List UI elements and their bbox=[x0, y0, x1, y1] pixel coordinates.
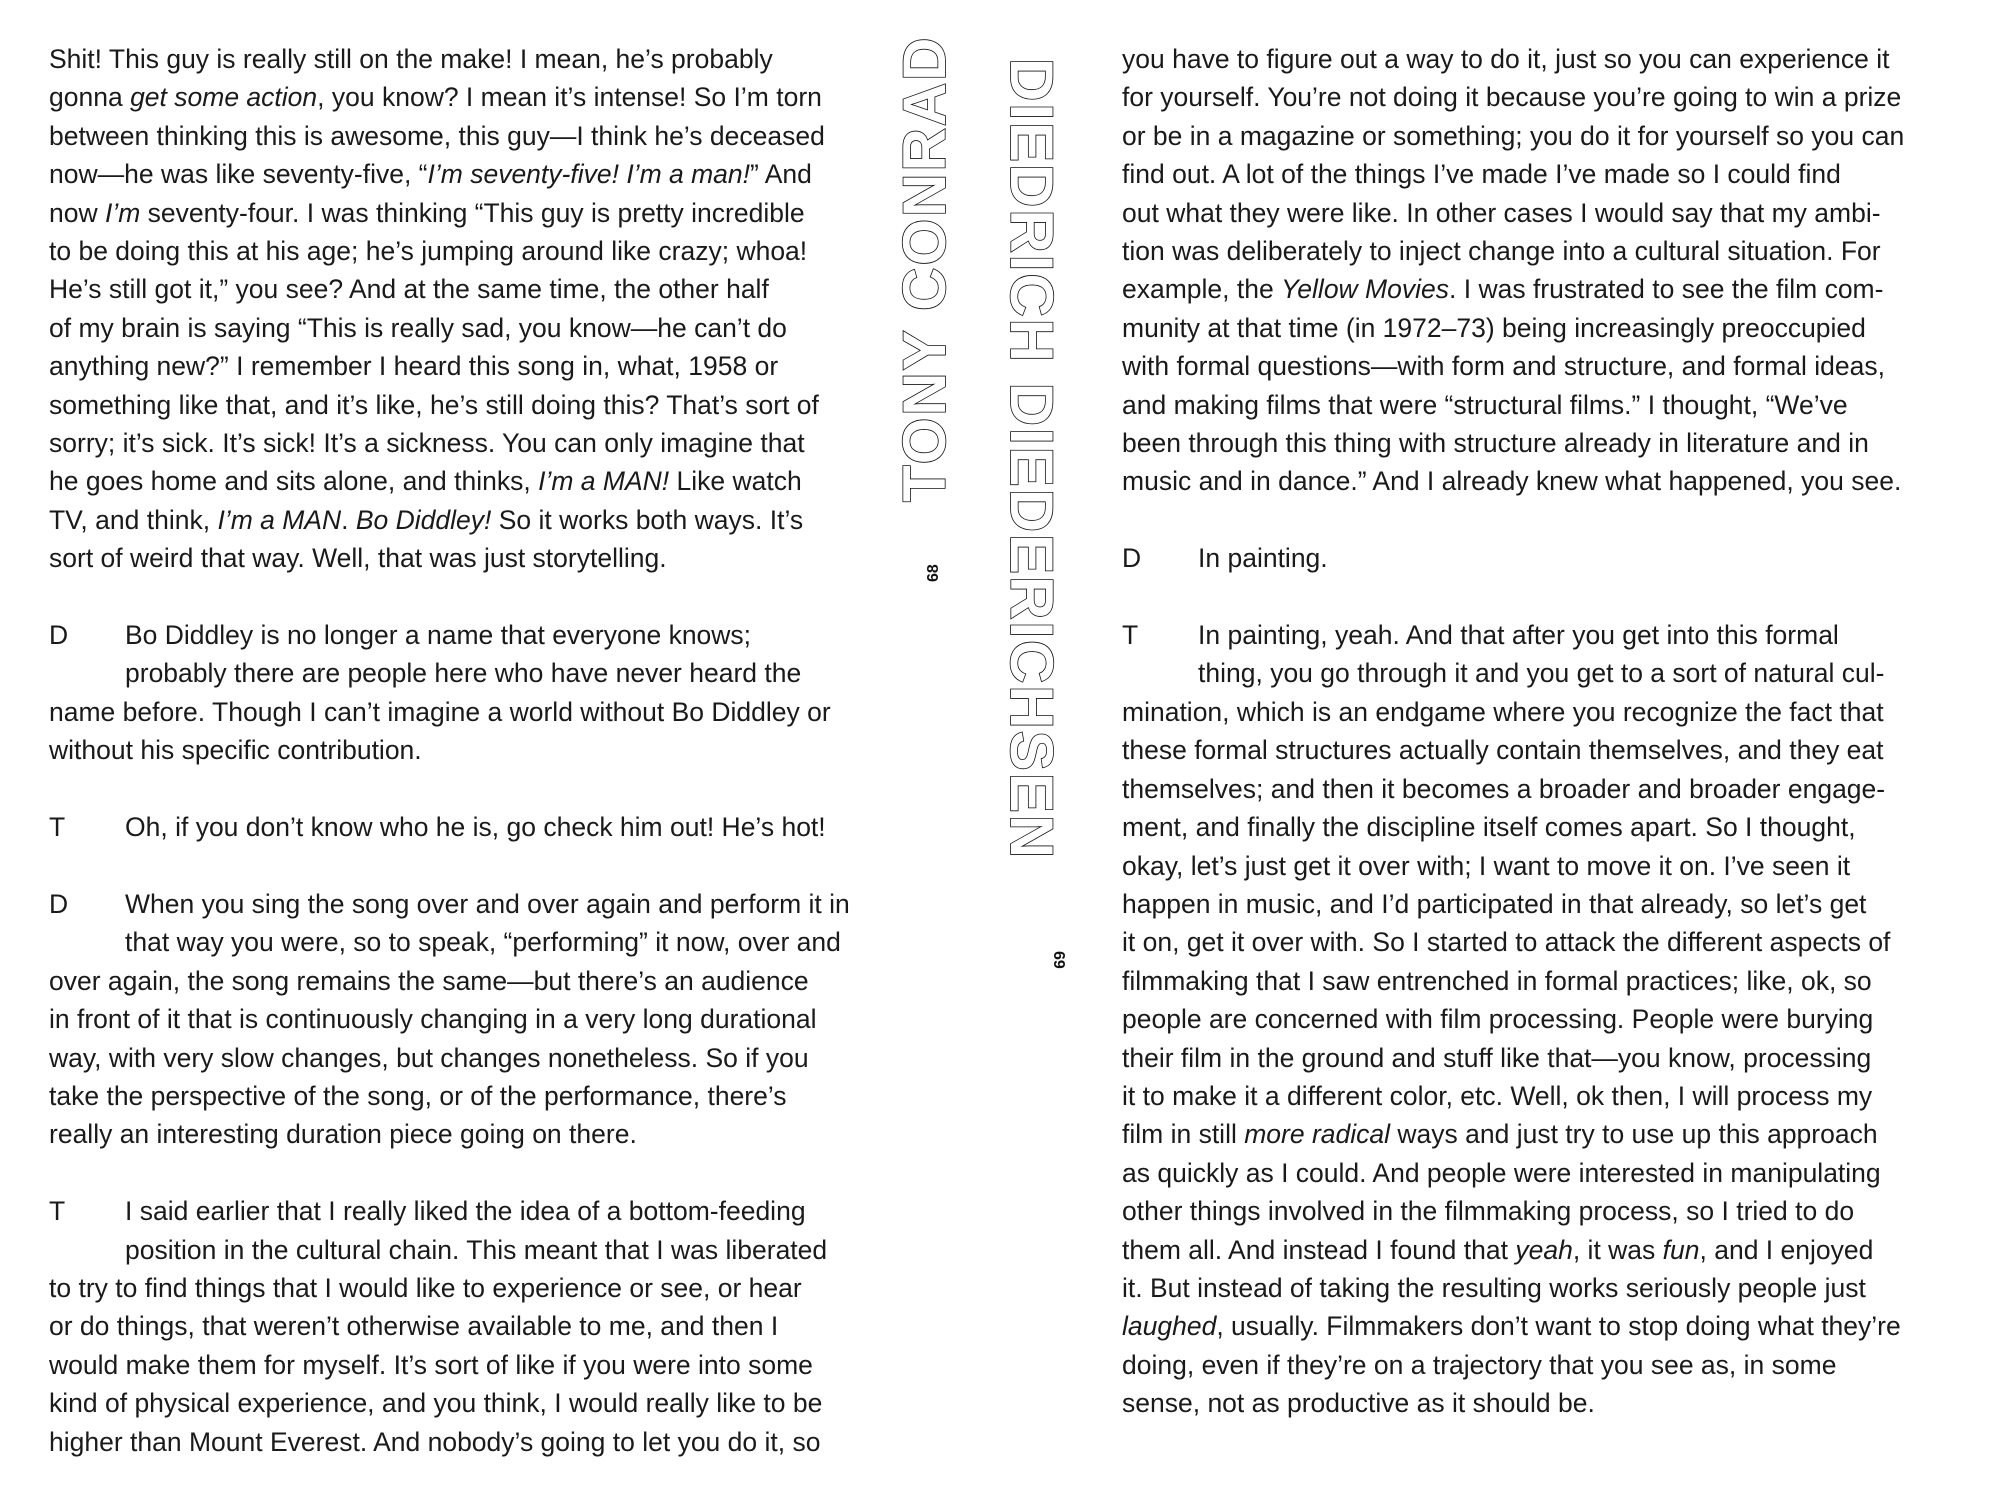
text-line: it to make it a different color, etc. Well, ok then, I will process my bbox=[1122, 1080, 1873, 1111]
text-line: seventy-four. I was thinking “This guy is pretty incredible bbox=[140, 197, 805, 228]
turn-first-line: In painting, yeah. And that after you get into this formal bbox=[1198, 620, 1839, 651]
text-line: been through this thing with structure already in literature and in bbox=[1122, 428, 1869, 459]
text-line: themselves; and then it becomes a broader and broader engage- bbox=[1122, 773, 1886, 804]
text-line: He’s still got it,” you see? And at the same time, the other half bbox=[49, 274, 769, 305]
italic-text: laughed bbox=[1122, 1311, 1217, 1342]
text-line: tion was deliberately to inject change into a cultural situation. For bbox=[1122, 236, 1881, 267]
text-line: without his specific contribution. bbox=[49, 735, 422, 766]
dialogue-turn-d-3 bbox=[1122, 539, 1982, 577]
text-line: over again, the song remains the same—but there’s an audience bbox=[49, 965, 809, 996]
text-line: and making films that were “structural films.” I thought, “We’ve bbox=[1122, 389, 1848, 420]
text-line: of my brain is saying “This is really sad, you know—he can’t do bbox=[49, 312, 787, 343]
text-line: now—he was like seventy-five, “ bbox=[49, 159, 428, 190]
text-line: . bbox=[341, 504, 356, 535]
text-line: . I was frustrated to see the film com- bbox=[1449, 274, 1884, 305]
text-line: he goes home and sits alone, and thinks, bbox=[49, 466, 539, 497]
text-line: it. But instead of taking the resulting works seriously people just bbox=[1122, 1272, 1866, 1303]
turn-first-line: When you sing the song over and over again and perform it in bbox=[125, 888, 850, 919]
text-line: sort of weird that way. Well, that was just storytelling. bbox=[49, 543, 667, 574]
text-run: , usually. Filmmakers don’t want to stop doing what they’re bbox=[1216, 1311, 1901, 1342]
text-line: ment, and finally the discipline itself comes apart. So I thought, bbox=[1122, 812, 1856, 843]
text-line: or do things, that weren’t otherwise available to me, and then I bbox=[49, 1311, 779, 1342]
text-line: really an interesting duration piece going on there. bbox=[49, 1119, 637, 1150]
text-line: take the perspective of the song, or of the performance, there’s bbox=[49, 1080, 787, 1111]
dialogue-turn-t-3 bbox=[1122, 616, 1982, 1423]
text-line: So it works both ways. It’s bbox=[491, 504, 804, 535]
text-line: in front of it that is continuously changing in a very long durational bbox=[49, 1004, 817, 1035]
italic-text: I’m seventy-five! I’m a man! bbox=[427, 159, 751, 190]
text-line: ” And bbox=[750, 159, 812, 190]
page-number-right: 69 bbox=[1050, 951, 1067, 969]
text-line: would make them for myself. It’s sort of like if you were into some bbox=[49, 1349, 813, 1380]
text-line: filmmaking that I saw entrenched in formal practices; like, ok, so bbox=[1122, 965, 1872, 996]
text-line: their film in the ground and stuff like that—you know, processing bbox=[1122, 1042, 1872, 1073]
text-line: example, the bbox=[1122, 274, 1282, 305]
speaker-label: D bbox=[1122, 543, 1142, 574]
turn-second-line: probably there are people here who have never heard the bbox=[125, 658, 802, 689]
text-run: film in still bbox=[1122, 1119, 1245, 1150]
text-line: you have to figure out a way to do it, just so you can experience it bbox=[1122, 44, 1890, 74]
text-line: gonna bbox=[49, 82, 131, 113]
turn-first-line: Bo Diddley is no longer a name that everyone knows; bbox=[125, 620, 752, 651]
text-line: TV, and think, bbox=[49, 504, 218, 535]
speaker-label: D bbox=[49, 620, 69, 651]
italic-text: Yellow Movies bbox=[1281, 274, 1449, 305]
author-name: TONY CONRAD bbox=[891, 35, 958, 502]
speaker-label: T bbox=[49, 1196, 66, 1227]
turn-first-line: I said earlier that I really liked the idea of a bottom-feeding bbox=[125, 1196, 806, 1227]
speaker-label: T bbox=[1122, 620, 1139, 651]
text-line: Shit! This guy is really still on the make! I mean, he’s probably bbox=[49, 44, 773, 74]
text-line: these formal structures actually contain themselves, and they eat bbox=[1122, 735, 1884, 766]
italic-text: I’m a MAN! bbox=[538, 466, 670, 497]
turn-first-line: Oh, if you don’t know who he is, go check him out! He’s hot! bbox=[125, 812, 826, 843]
text-line: doing, even if they’re on a trajectory that you see as, in some bbox=[1122, 1349, 1837, 1380]
text-line: people are concerned with film processing. People were burying bbox=[1122, 1004, 1874, 1035]
text-line: Like watch bbox=[669, 466, 802, 497]
text-line: , you know? I mean it’s intense! So I’m torn bbox=[317, 82, 822, 113]
italic-text: more radical bbox=[1244, 1119, 1391, 1150]
text-line: way, with very slow changes, but changes nonetheless. So if you bbox=[49, 1042, 809, 1073]
text-line: with formal questions—with form and structure, and formal ideas, bbox=[1122, 351, 1885, 382]
text-line bbox=[1122, 1307, 1982, 1345]
italic-text: Bo Diddley! bbox=[355, 504, 492, 535]
page-number-left: 68 bbox=[925, 564, 942, 582]
text-run: , and I enjoyed bbox=[1699, 1234, 1874, 1265]
turn-first-line: In painting. bbox=[1198, 543, 1328, 574]
turn-second-line: thing, you go through it and you get to a sort of natural cul- bbox=[1198, 658, 1885, 689]
text-line: higher than Mount Everest. And nobody’s going to let you do it, so bbox=[49, 1426, 821, 1457]
text-line: mination, which is an endgame where you recognize the fact that bbox=[1122, 696, 1884, 727]
text-line: to try to find things that I would like to experience or see, or hear bbox=[49, 1272, 802, 1303]
text-line: or be in a magazine or something; you do it for yourself so you can bbox=[1122, 120, 1905, 151]
italic-text: yeah bbox=[1515, 1234, 1573, 1265]
speaker-label: D bbox=[49, 888, 69, 919]
text-line: anything new?” I remember I heard this song in, what, 1958 or bbox=[49, 351, 779, 382]
text-line: something like that, and it’s like, he’s still doing this? That’s sort of bbox=[49, 389, 819, 420]
speaker-label: T bbox=[49, 812, 66, 843]
text-run: ways and just try to use up this approach bbox=[1390, 1119, 1878, 1150]
text-line: name before. Though I can’t imagine a world without Bo Diddley or bbox=[49, 696, 831, 727]
text-line: sorry; it’s sick. It’s sick! It’s a sickness. You can only imagine that bbox=[49, 428, 805, 459]
italic-text: I’m bbox=[104, 197, 141, 228]
italic-text: get some action bbox=[130, 82, 318, 113]
text-line: between thinking this is awesome, this guy—I think he’s deceased bbox=[49, 120, 825, 151]
text-line: find out. A lot of the things I’ve made I’ve made so I could find bbox=[1122, 159, 1841, 190]
interviewer-name: DIEDRICH DIEDERICHSEN bbox=[998, 58, 1065, 861]
opening-paragraph-right bbox=[1122, 40, 1982, 501]
turn-second-line: position in the cultural chain. This meant that I was liberated bbox=[125, 1234, 828, 1265]
right-text-column bbox=[1122, 40, 1982, 1423]
text-run: , it was bbox=[1572, 1234, 1663, 1265]
turn-second-line: that way you were, so to speak, “performing” it now, over and bbox=[125, 927, 841, 958]
text-line: happen in music, and I’d participated in that already, so let’s get bbox=[1122, 888, 1867, 919]
text-line: to be doing this at his age; he’s jumping around like crazy; whoa! bbox=[49, 236, 808, 267]
text-line: out what they were like. In other cases I would say that my ambi- bbox=[1122, 197, 1881, 228]
text-line: now bbox=[49, 197, 105, 228]
italic-text: I’m a MAN bbox=[217, 504, 342, 535]
text-line: kind of physical experience, and you think, I would really like to be bbox=[49, 1388, 823, 1419]
text-line: munity at that time (in 1972–73) being increasingly preoccupied bbox=[1122, 312, 1866, 343]
italic-text: fun bbox=[1662, 1234, 1700, 1265]
text-line bbox=[1122, 1115, 1982, 1153]
text-line: other things involved in the filmmaking process, so I tried to do bbox=[1122, 1196, 1855, 1227]
text-line: as quickly as I could. And people were interested in manipulating bbox=[1122, 1157, 1881, 1188]
text-line: for yourself. You’re not doing it because you’re going to win a prize bbox=[1122, 82, 1902, 113]
text-run: them all. And instead I found that bbox=[1122, 1234, 1516, 1265]
text-line: okay, let’s just get it over with; I want to move it on. I’ve seen it bbox=[1122, 850, 1851, 881]
text-line: sense, not as productive as it should be. bbox=[1122, 1388, 1595, 1419]
text-line: music and in dance.” And I already knew what happened, you see. bbox=[1122, 466, 1902, 497]
text-line bbox=[1122, 1231, 1982, 1269]
text-line: it on, get it over with. So I started to attack the different aspects of bbox=[1122, 927, 1891, 958]
